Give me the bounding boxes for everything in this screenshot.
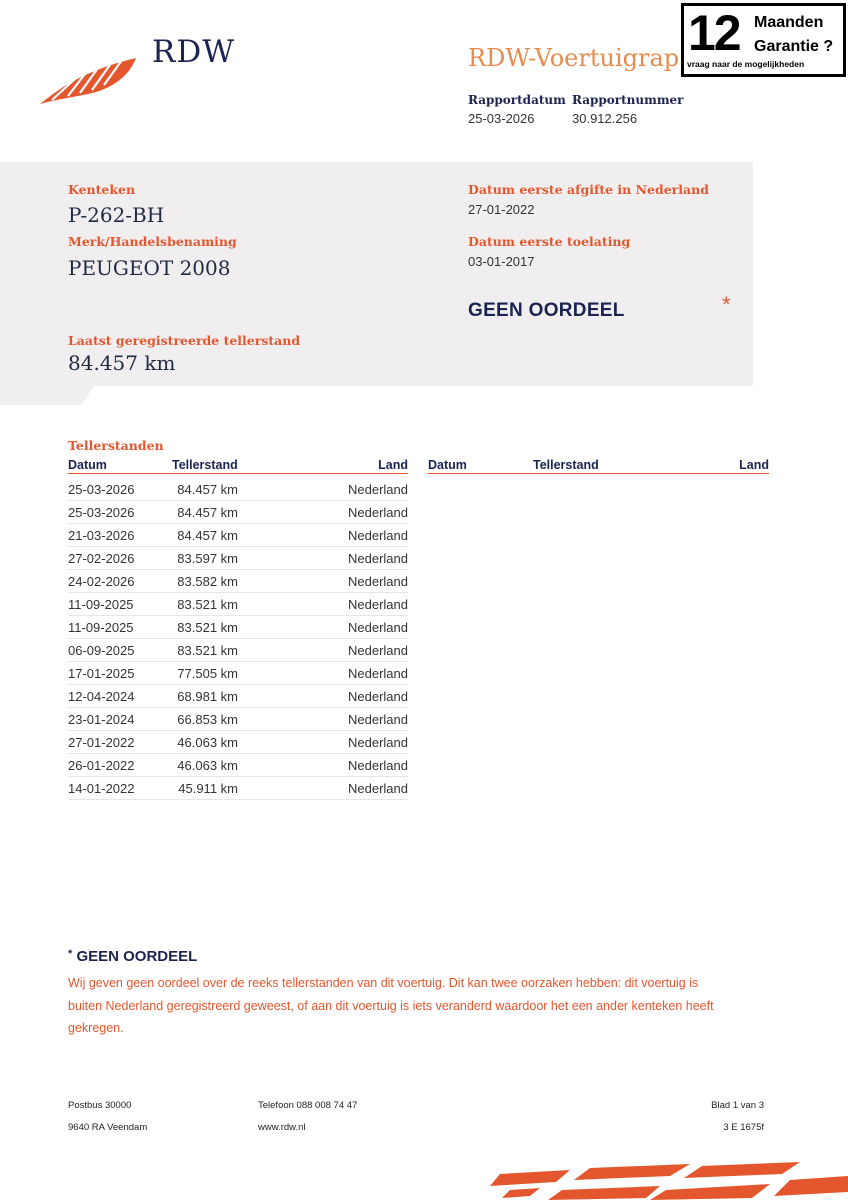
col-header-reading: Tellerstand [172,458,238,472]
footer-web[interactable]: www.rdw.nl [258,1122,306,1133]
col-header-country: Land [378,458,408,472]
row-country: Nederland [348,666,408,681]
row-reading: 77.505 km [177,666,238,681]
brand-wordmark: RDW [152,34,236,70]
row-date: 21-03-2026 [68,528,135,543]
odometer-value: 84.457 km [68,351,176,375]
row-date: 25-03-2026 [68,505,135,520]
row-date: 12-04-2024 [68,689,135,704]
plate-label: Kenteken [68,182,136,197]
document-title: RDW-Voertuigrap [468,44,680,72]
row-country: Nederland [348,643,408,658]
row-reading: 83.521 km [177,620,238,635]
row-country: Nederland [348,574,408,589]
panel-tab-decoration [0,385,95,405]
col-header-reading-right: Tellerstand [533,458,599,472]
first-admission-label: Datum eerste toelating [468,234,631,249]
row-date: 11-09-2025 [68,597,134,612]
row-date: 14-01-2022 [68,781,135,796]
row-reading: 84.457 km [177,482,238,497]
rdw-logo-icon [38,52,138,108]
header-rule-left [68,473,408,474]
make-value: PEUGEOT 2008 [68,256,231,280]
report-date: 25-03-2026 [468,111,535,126]
row-date: 06-09-2025 [68,643,135,658]
table-row [68,501,408,524]
warranty-line-3: vraag naar de mogelijkheden [687,59,805,69]
warranty-line-2: Garantie ? [754,38,834,55]
row-country: Nederland [348,689,408,704]
row-country: Nederland [348,735,408,750]
row-country: Nederland [348,620,408,635]
first-nl-value: 27-01-2022 [468,202,535,217]
readings-title: Tellerstanden [68,438,164,453]
note-title [68,948,197,965]
footer-address-2: 9640 RA Veendam [68,1122,148,1133]
row-reading: 83.582 km [177,574,238,589]
row-date: 24-02-2026 [68,574,135,589]
table-row [68,616,408,639]
footer-stripes-icon [470,1160,848,1200]
table-row [68,524,408,547]
row-reading: 45.911 km [178,781,238,796]
table-row [68,731,408,754]
row-reading: 68.981 km [177,689,238,704]
warranty-number: 12 [688,5,740,61]
table-row [68,478,408,501]
report-number: 30.912.256 [572,111,638,126]
row-reading: 83.521 km [177,643,238,658]
first-nl-label: Datum eerste afgifte in Nederland [468,182,709,197]
table-row [68,708,408,731]
row-reading: 84.457 km [177,528,238,543]
report-date-label: Rapportdatum [468,93,566,107]
warranty-badge [681,3,846,77]
report-number-label: Rapportnummer [572,93,684,107]
table-row [68,777,408,800]
header-rule-right [428,473,769,474]
row-country: Nederland [348,758,408,773]
col-header-date-right: Datum [428,458,467,472]
verdict-text: GEEN OORDEEL [468,300,625,321]
row-reading: 83.521 km [177,597,238,612]
table-row [68,662,408,685]
odometer-label: Laatst geregistreerde tellerstand [68,333,301,348]
row-country: Nederland [348,712,408,727]
row-date: 26-01-2022 [68,758,135,773]
row-country: Nederland [348,528,408,543]
row-date: 27-02-2026 [68,551,135,566]
footer-page: Blad 1 van 3 [711,1100,764,1111]
row-country: Nederland [348,551,408,566]
col-header-country-right: Land [739,458,769,472]
footer-address-1: Postbus 30000 [68,1100,132,1111]
footer-phone: Telefoon 088 008 74 47 [258,1100,358,1111]
table-row [68,570,408,593]
table-row [68,593,408,616]
table-row [68,685,408,708]
verdict-asterisk: * [722,292,731,317]
note-title-text: GEEN OORDEEL [76,948,198,965]
table-row [68,639,408,662]
make-label: Merk/Handelsbenaming [68,234,237,249]
footer-code: 3 E 1675f [723,1122,764,1133]
row-reading: 84.457 km [177,505,238,520]
row-date: 25-03-2026 [68,482,135,497]
first-admission-value: 03-01-2017 [468,254,535,269]
row-country: Nederland [348,482,408,497]
table-row [68,754,408,777]
table-row [68,547,408,570]
warranty-line-1: Maanden [754,14,824,31]
row-reading: 83.597 km [177,551,238,566]
row-country: Nederland [348,597,408,612]
plate-value: P-262-BH [68,203,165,227]
row-date: 23-01-2024 [68,712,135,727]
col-header-date: Datum [68,458,107,472]
row-country: Nederland [348,505,408,520]
row-date: 27-01-2022 [68,735,135,750]
note-text: Wij geven geen oordeel over de reeks tellerstanden van dit voertuig. Dit kan twee oorzaken hebben: dit voertuig is buiten Nederland geregistreerd geweest, of aan dit voertuig is iets veranderd waardoor het een ander kenteken heeft gekregen. [68,976,714,1035]
row-date: 11-09-2025 [68,620,134,635]
row-country: Nederland [348,781,408,796]
row-reading: 46.063 km [177,758,238,773]
row-date: 17-01-2025 [68,666,135,681]
row-reading: 66.853 km [177,712,238,727]
row-reading: 46.063 km [177,735,238,750]
note-mark: * [68,948,73,960]
